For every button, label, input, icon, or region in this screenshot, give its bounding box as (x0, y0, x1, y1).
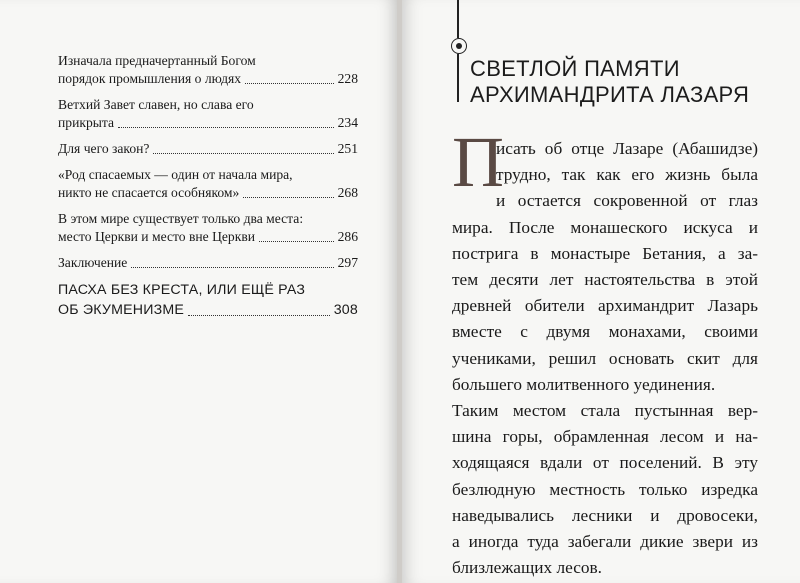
toc-entry-line: В этом мире существует только два места: (58, 211, 304, 226)
toc-entry-last-line (58, 254, 358, 272)
toc-entry (58, 140, 358, 158)
toc-entry-title: место Церкви и место вне Церкви (58, 229, 256, 244)
toc-entry-line: «Род спасаемых — один от начала мира, (58, 167, 293, 182)
toc-page-number: 228 (337, 71, 358, 86)
toc-dot-leader (118, 126, 334, 128)
body-text-line: пострига в монастыре Бетания, а за- (452, 243, 758, 263)
drop-cap: П (452, 122, 504, 202)
toc-page-number: 268 (337, 185, 358, 200)
body-text-line: вместе с двумя монахами, своими (452, 322, 758, 342)
decorative-rule-bottom (457, 54, 459, 102)
chapter-body-text (452, 136, 758, 581)
body-text-line: древней обители архимандрит Лазарь (452, 296, 758, 316)
toc-entry-title: Заключение (58, 255, 128, 270)
toc-page-number: 308 (333, 302, 358, 318)
toc-dot-leader (259, 240, 334, 242)
toc-section-last-line (58, 300, 358, 320)
toc-dot-leader (188, 314, 330, 316)
chapter-heading-line-1: СВЕТЛОЙ ПАМЯТИ (470, 56, 680, 81)
body-text-line: и остается сокровенной от глаз (496, 191, 758, 211)
toc-dot-leader (243, 196, 333, 198)
toc-entry-title: прикрыта (58, 115, 115, 130)
body-text-line: шина горы, обрамленная лесом и на- (452, 427, 758, 447)
toc-entry-title: порядок промышления о людях (58, 71, 242, 86)
toc-entry-line: Ветхий Завет славен, но слава его (58, 97, 254, 112)
body-text-line: исать об отце Лазаре (Абашидзе) (496, 139, 758, 158)
table-of-contents (58, 52, 358, 328)
toc-entry-last-line (58, 228, 358, 246)
body-text-line: ходящаяся вдали от поселений. В эту (452, 453, 758, 473)
body-text-line: безлюдную местность только изредка (452, 479, 758, 499)
body-text-line: мира. После монашеского искуса и (452, 217, 758, 237)
body-text-line: а иногда туда забегали дикие звери из (452, 532, 758, 552)
chapter-heading-line-2: АРХИМАНДРИТА ЛАЗАРЯ (470, 82, 750, 107)
toc-page-number: 251 (337, 141, 358, 156)
left-page (0, 0, 398, 583)
decorative-rule-top (457, 0, 459, 38)
toc-entry-last-line (58, 114, 358, 132)
ornament-icon (451, 38, 467, 54)
body-text-line: большего молитвенного уединения. (452, 374, 716, 394)
body-text-line: наведывались лесники и дровосеки, (452, 505, 758, 525)
toc-entry (58, 96, 358, 132)
toc-dot-leader (153, 152, 333, 154)
toc-page-number: 286 (337, 229, 358, 244)
toc-page-number: 234 (337, 115, 358, 130)
toc-entry (58, 254, 358, 272)
body-text-line: близлежащих лесов. (452, 558, 602, 578)
toc-entry-line: Изначала предначертанный Богом (58, 53, 256, 68)
toc-dot-leader (245, 82, 334, 84)
toc-dot-leader (131, 266, 333, 268)
toc-entry (58, 210, 358, 246)
toc-entry (58, 166, 358, 202)
toc-entry-title: Для чего закон? (58, 141, 150, 156)
toc-entry (58, 52, 358, 88)
body-text-line: тем десяти лет настоятельства в этой (452, 270, 758, 290)
toc-section-title: ОБ ЭКУМЕНИЗМЕ (58, 302, 185, 318)
toc-entry-last-line (58, 184, 358, 202)
toc-section-title-line: ПАСХА БЕЗ КРЕСТА, ИЛИ ЕЩЁ РАЗ (58, 282, 306, 298)
toc-entry-title: никто не спасается особняком» (58, 185, 240, 200)
toc-page-number: 297 (337, 255, 358, 270)
toc-entry-last-line (58, 140, 358, 158)
toc-entry-last-line (58, 70, 358, 88)
toc-section-entry (58, 280, 358, 320)
body-text-line: трудно, так как его жизнь была (496, 165, 758, 185)
body-text-line: Таким местом стала пустынная вер- (452, 401, 758, 421)
chapter-heading (470, 56, 749, 108)
body-text-line: учениками, решил основать скит для (452, 348, 758, 368)
